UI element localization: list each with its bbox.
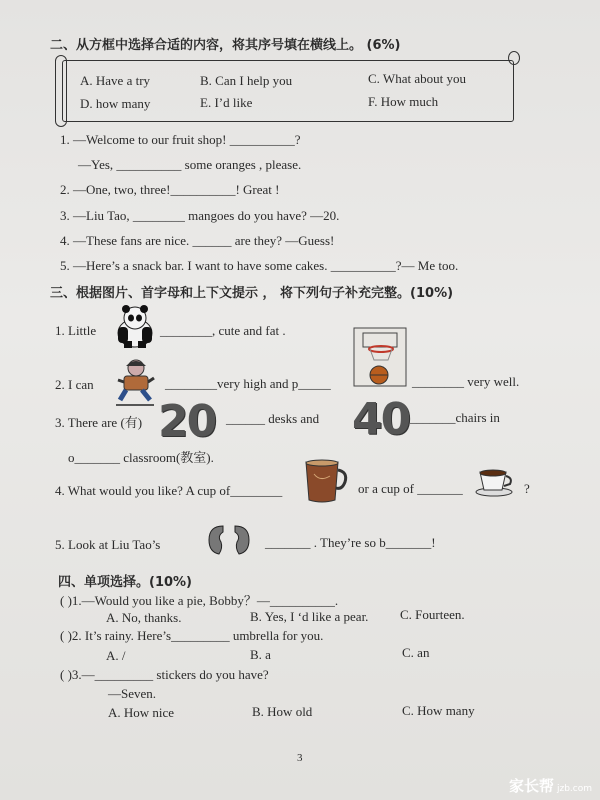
s4-q1-option-c: C. Fourteen. [400,607,465,622]
s3-question-3d: o_______ classroom(教室). [68,450,214,465]
s4-q3-option-b: B. How old [252,704,313,719]
page-number: 3 [297,752,303,764]
s4-question-2: ( )2. It’s rainy. Here’s_________ umbrella for you. [60,628,324,643]
s4-q2-option-b: B. a [250,647,271,662]
s3-question-2c: ________ very well. [412,374,520,389]
s3-question-4a: 4. What would you like? A cup of________ [55,483,283,498]
s3-question-3b: ______ desks and [226,411,320,426]
s2-question-3: 3. —Liu Tao, ________ mangoes do you have? —20. [60,208,340,223]
s4-q1-option-a: A. No, thanks. [106,610,182,625]
section3-heading: 三、根据图片、首字母和上下文提示 ， 将下列句子补充完整。(10%) [50,286,454,301]
s3-question-4c: ? [524,481,530,496]
s3-question-1b: ________, cute and fat . [160,323,286,338]
s3-question-1a: 1. Little [55,323,97,338]
s4-q3-option-c: C. How many [402,703,475,718]
option-d: D. how many [80,96,151,111]
option-c: C. What about you [368,71,466,86]
s3-question-3a: 3. There are (有) [55,415,143,430]
s4-question-1: ( )1.—Would you like a pie, Bobby？—__________. [60,593,339,608]
option-b: B. Can I help you [200,73,293,88]
basketball-icon [353,327,407,387]
s2-question-1b: —Yes, __________ some oranges , please. [78,157,302,172]
option-f: F. How much [368,94,439,109]
option-e: E. I’d like [200,95,253,110]
s3-question-5b: _______ . They’re so b_______! [265,535,436,550]
ears-icon [205,522,253,558]
s3-question-2a: 2. I can [55,377,94,392]
watermark-domain: jzb.com [556,784,592,794]
s2-question-1a: 1. —Welcome to our fruit shop! __________? [60,132,301,147]
s4-question-3: ( )3.—_________ stickers do you have? [60,667,269,682]
s2-question-2: 2. —One, two, three!__________! Great ! [60,182,280,197]
s4-q2-option-c: C. an [402,645,430,660]
s4-q1-option-b: B. Yes, I ‘d like a pear. [250,609,369,624]
s4-q3-option-a: A. How nice [108,705,175,720]
coffee-cup-icon [474,464,514,498]
section4-heading: 四、单项选择。(10%) [58,575,192,590]
option-a: A. Have a try [80,73,151,88]
tea-cup-icon [300,456,350,504]
number-20-graphic: 20 [158,396,216,447]
s2-question-4: 4. —These fans are nice. ______ are they? —Guess! [60,233,335,248]
watermark-logo [509,775,592,796]
s4-q3-answer: —Seven. [108,686,157,701]
s3-question-3c: _______chairs in [410,410,500,425]
s3-question-2b: ________very high and p_____ [165,376,331,391]
s4-q2-option-a: A. / [106,648,126,663]
section2-heading: 二、从方框中选择合适的内容，将其序号填在横线上。 (6%) [50,38,401,53]
number-40-graphic: 40 [352,394,410,445]
s2-question-5: 5. —Here’s a snack bar. I want to have some cakes. __________?— Me too. [60,258,459,273]
panda-icon [110,303,160,349]
s3-question-5a: 5. Look at Liu Tao’s [55,537,161,552]
watermark-text: 家长帮 [508,777,554,795]
option-box [62,60,514,122]
s3-question-4b: or a cup of _______ [358,481,463,496]
jumping-boy-icon [112,358,156,408]
